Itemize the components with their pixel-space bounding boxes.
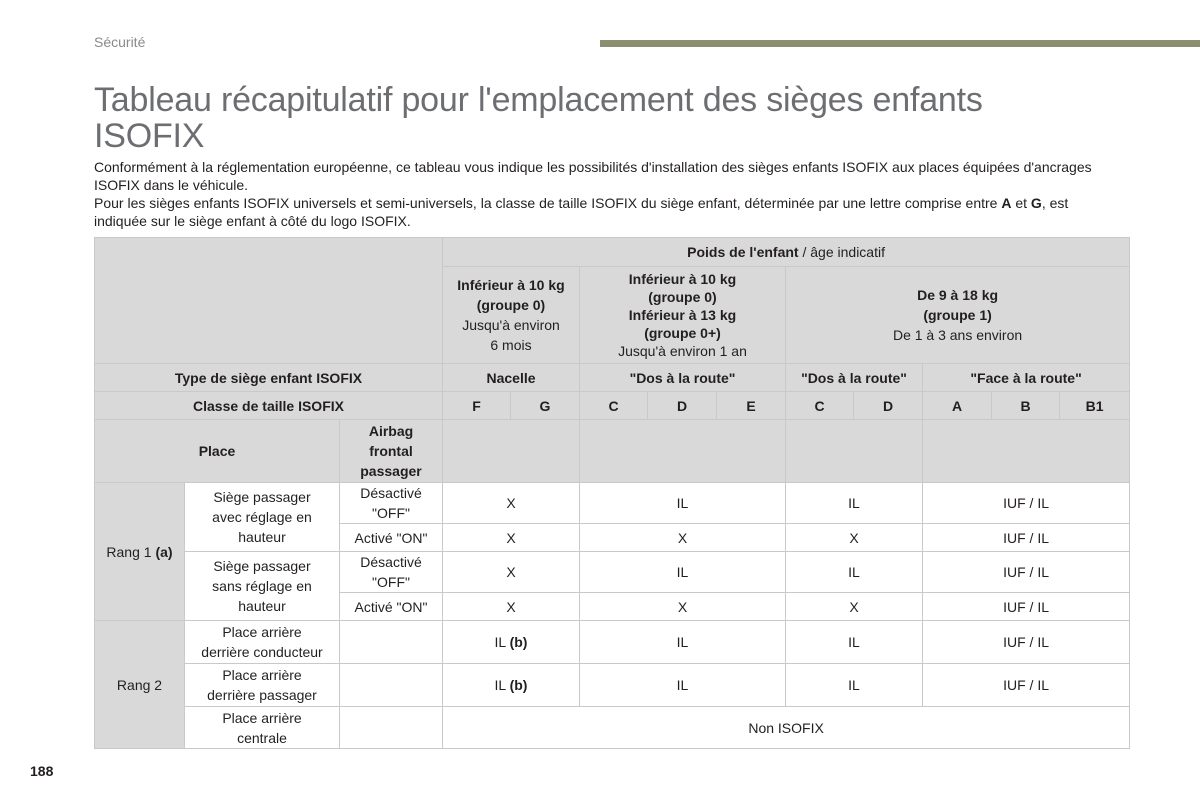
value-cell: X <box>786 524 923 552</box>
intro-p2-text: Pour les sièges enfants ISOFIX universels et semi-universels, la classe de taille ISOFIX du siège enfant, déterminée par une lettre comprise entre <box>94 195 1002 211</box>
value-cell: IL <box>580 664 786 707</box>
value-cell: X <box>443 593 580 621</box>
blank-header-cell <box>923 420 1130 483</box>
value-cell: IL (b) <box>443 621 580 664</box>
intro-paragraph-1: Conformément à la réglementation européenne, ce tableau vous indique les possibilités d'installation des sièges enfants ISOFIX aux places équipées d'ancrages ISOFIX dans le véhicule. <box>94 159 1092 193</box>
size-class-cell: G <box>511 392 580 420</box>
value-cell: IL (b) <box>443 664 580 707</box>
intro-paragraph-2 <box>94 194 1124 230</box>
page-title <box>94 82 1124 154</box>
intro-text <box>94 158 1124 230</box>
airbag-empty <box>340 707 443 749</box>
seat-without-height-adjust: Siège passager sans réglage en hauteur <box>185 552 340 621</box>
intro-p2-end: , est indiquée sur le siège enfant à côté du logo ISOFIX. <box>94 195 1069 229</box>
group-0-header: Inférieur à 10 kg (groupe 0) Jusqu'à environ 6 mois <box>443 267 580 364</box>
value-cell: X <box>786 593 923 621</box>
place-label: Place <box>95 420 340 483</box>
value-cell: IUF / IL <box>923 621 1130 664</box>
blank-header-cell <box>580 420 786 483</box>
isofix-table <box>94 237 1130 749</box>
value-cell: IL <box>786 552 923 593</box>
blank-header-cell <box>443 420 580 483</box>
group-0plus-header: Inférieur à 10 kg (groupe 0) Inférieur à 13 kg (groupe 0+) Jusqu'à environ 1 an <box>580 267 786 364</box>
header-bar <box>600 40 1200 47</box>
value-cell: IL <box>786 621 923 664</box>
value-cell: IL <box>580 483 786 524</box>
value-cell: IUF / IL <box>923 483 1130 524</box>
value-cell: X <box>580 524 786 552</box>
header-blank-cell <box>95 238 443 364</box>
seat-behind-passenger: Place arrière derrière passager <box>185 664 340 707</box>
type-label: Type de siège enfant ISOFIX <box>95 364 443 392</box>
size-class-label: Classe de taille ISOFIX <box>95 392 443 420</box>
intro-letter-a: A <box>1001 195 1012 211</box>
airbag-on: Activé "ON" <box>340 593 443 621</box>
value-cell: IL <box>580 552 786 593</box>
value-cell: IUF / IL <box>923 524 1130 552</box>
airbag-label: Airbag frontal passager <box>340 420 443 483</box>
seat-centre: Place arrière centrale <box>185 707 340 749</box>
size-class-cell: D <box>854 392 923 420</box>
size-class-cell: B1 <box>1060 392 1130 420</box>
non-isofix-cell: Non ISOFIX <box>443 707 1130 749</box>
size-class-cell: A <box>923 392 992 420</box>
value-cell: IUF / IL <box>923 664 1130 707</box>
intro-p2-and: et <box>1011 195 1031 211</box>
size-class-cell: F <box>443 392 511 420</box>
size-class-cell: B <box>992 392 1060 420</box>
type-rear-facing-2: "Dos à la route" <box>786 364 923 392</box>
airbag-off: Désactivé "OFF" <box>340 483 443 524</box>
airbag-empty <box>340 664 443 707</box>
airbag-off: Désactivé "OFF" <box>340 552 443 593</box>
seat-behind-driver: Place arrière derrière conducteur <box>185 621 340 664</box>
title-line-1: Tableau récapitulatif pour l'emplacement des sièges enfants <box>94 81 983 119</box>
rang-1-label: Rang 1 (a) <box>95 483 185 621</box>
size-class-cell: E <box>717 392 786 420</box>
value-cell: X <box>443 524 580 552</box>
value-cell: IL <box>580 621 786 664</box>
value-cell: IL <box>786 664 923 707</box>
type-rear-facing-1: "Dos à la route" <box>580 364 786 392</box>
section-label: Sécurité <box>94 34 146 50</box>
type-forward-facing: "Face à la route" <box>923 364 1130 392</box>
airbag-on: Activé "ON" <box>340 524 443 552</box>
intro-letter-g: G <box>1030 195 1042 211</box>
title-line-2: ISOFIX <box>94 117 205 155</box>
size-class-cell: D <box>648 392 717 420</box>
blank-header-cell <box>786 420 923 483</box>
group-1-header: De 9 à 18 kg (groupe 1) De 1 à 3 ans environ <box>786 267 1130 364</box>
seat-with-height-adjust: Siège passager avec réglage en hauteur <box>185 483 340 552</box>
value-cell: IL <box>786 483 923 524</box>
page-number: 188 <box>30 763 54 779</box>
type-nacelle: Nacelle <box>443 364 580 392</box>
value-cell: X <box>580 593 786 621</box>
value-cell: X <box>443 483 580 524</box>
value-cell: X <box>443 552 580 593</box>
airbag-empty <box>340 621 443 664</box>
weight-header: Poids de l'enfant / âge indicatif <box>443 238 1130 267</box>
rang-2-label: Rang 2 <box>95 621 185 749</box>
size-class-cell: C <box>580 392 648 420</box>
value-cell: IUF / IL <box>923 552 1130 593</box>
size-class-cell: C <box>786 392 854 420</box>
value-cell: IUF / IL <box>923 593 1130 621</box>
